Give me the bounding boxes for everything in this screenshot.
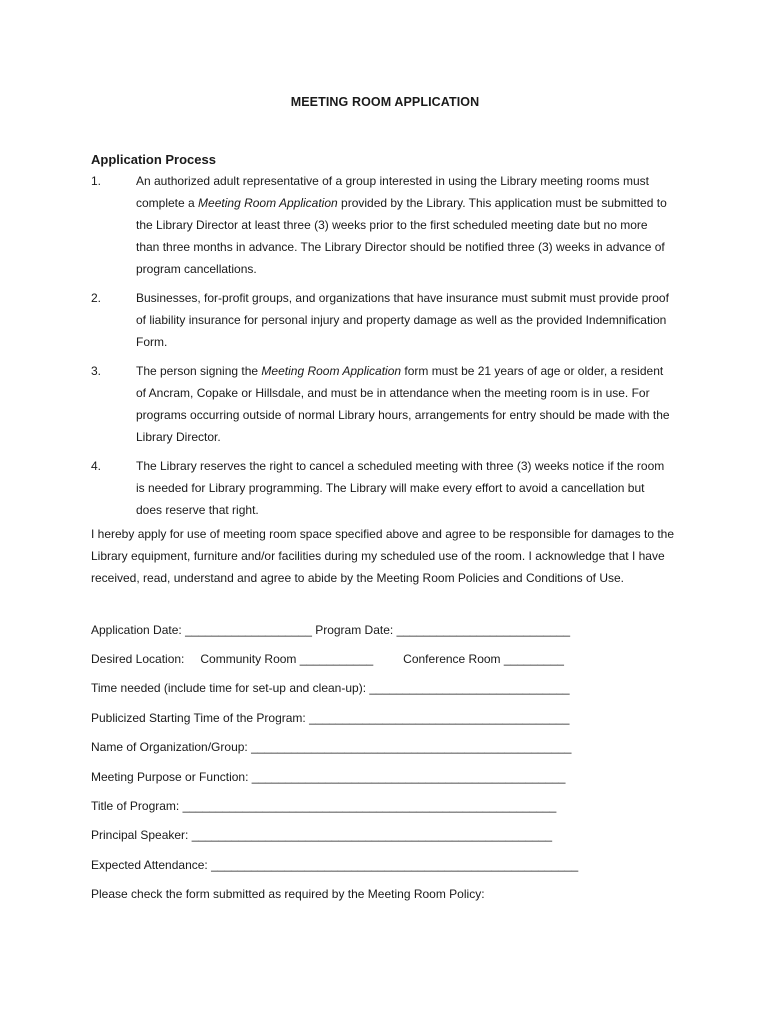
speaker-row	[91, 826, 552, 844]
application-date-label: Application Date:	[91, 623, 186, 637]
time-needed-label: Time needed (include time for set-up and clean-up):	[91, 681, 370, 695]
attendance-field[interactable]: _______________________________________________________	[211, 858, 579, 872]
list-item-text-part: provided by the Library. This application must be submitted to the Library Director at least three (3) weeks prior to the first scheduled meeting date but no more than three months in advance. The Library Director should be notified three (3) weeks in advance of program cancellations.	[136, 196, 667, 276]
organization-field[interactable]: ________________________________________________	[251, 740, 572, 754]
organization-row	[91, 738, 571, 756]
program-date-field[interactable]: __________________________	[396, 623, 571, 637]
purpose-row	[91, 768, 565, 786]
list-item-text	[136, 364, 670, 444]
purpose-field[interactable]: _______________________________________________	[251, 770, 566, 784]
list-item	[91, 360, 671, 448]
speaker-field[interactable]: ______________________________________________________	[191, 828, 553, 842]
list-item	[91, 170, 671, 280]
list-item	[91, 455, 671, 521]
list-item-text-part: The person signing the	[136, 364, 262, 378]
purpose-label: Meeting Purpose or Function:	[91, 770, 252, 784]
list-item-number: 4.	[91, 459, 102, 473]
list-item-italic-term: Meeting Room Application	[198, 196, 338, 210]
desired-location-row	[91, 650, 564, 668]
time-needed-row	[91, 679, 570, 697]
attendance-row	[91, 856, 578, 874]
community-room-field[interactable]: ___________	[299, 652, 374, 666]
application-date-row	[91, 621, 570, 639]
list-item	[91, 287, 671, 353]
starting-time-row	[91, 709, 569, 727]
conference-room-label: Conference Room	[403, 652, 504, 666]
time-needed-field[interactable]: ______________________________	[369, 681, 570, 695]
section-heading-application-process: Application Process	[91, 152, 216, 167]
attendance-label: Expected Attendance:	[91, 858, 212, 872]
application-process-list	[91, 170, 671, 528]
list-item-number: 2.	[91, 291, 102, 305]
list-item-text: Businesses, for-profit groups, and organizations that have insurance must submit must provide proof of liability insurance for personal injury and property damage as well as the provided Indemnification Form.	[136, 291, 669, 349]
list-item-text: The Library reserves the right to cancel a scheduled meeting with three (3) weeks notice if the room is needed for Library programming. The Library will make every effort to avoid a cancellation but does reserve that right.	[136, 459, 665, 517]
speaker-label: Principal Speaker:	[91, 828, 192, 842]
starting-time-label: Publicized Starting Time of the Program:	[91, 711, 310, 725]
community-room-label: Community Room	[200, 652, 300, 666]
organization-label: Name of Organization/Group:	[91, 740, 252, 754]
starting-time-field[interactable]: _______________________________________	[309, 711, 570, 725]
declaration-paragraph: I hereby apply for use of meeting room space specified above and agree to be responsible for damages to the Library equipment, furniture and/or facilities during my scheduled use of the room. I acknowledge that I have received, read, understand and agree to abide by the Meeting Room Policies and Conditions of Use.	[91, 527, 675, 585]
list-item-number: 1.	[91, 174, 102, 188]
list-item-italic-term: Meeting Room Application	[261, 364, 402, 378]
list-item-number: 3.	[91, 364, 102, 378]
list-item-text	[136, 174, 667, 276]
program-title-field[interactable]: ________________________________________________________	[182, 799, 557, 813]
list-item-text-part: An authorized adult representative of a group interested in using the Library meeting rooms must complete a	[136, 174, 649, 210]
check-form-prompt: Please check the form submitted as required by the Meeting Room Policy:	[91, 887, 485, 901]
program-date-label: Program Date:	[311, 623, 397, 637]
application-date-field[interactable]: ___________________	[185, 623, 312, 637]
document-title: MEETING ROOM APPLICATION	[290, 95, 480, 109]
desired-location-label: Desired Location:	[91, 652, 185, 666]
conference-room-field[interactable]: _________	[503, 652, 564, 666]
program-title-label: Title of Program:	[91, 799, 183, 813]
program-title-row	[91, 797, 556, 815]
list-item-text-part: form must be 21 years of age or older, a resident of Ancram, Copake or Hillsdale, and must be in attendance when the meeting room is in use. For programs occurring outside of normal Library hours, arrangements for entry should be made with the Library Director.	[136, 364, 670, 444]
